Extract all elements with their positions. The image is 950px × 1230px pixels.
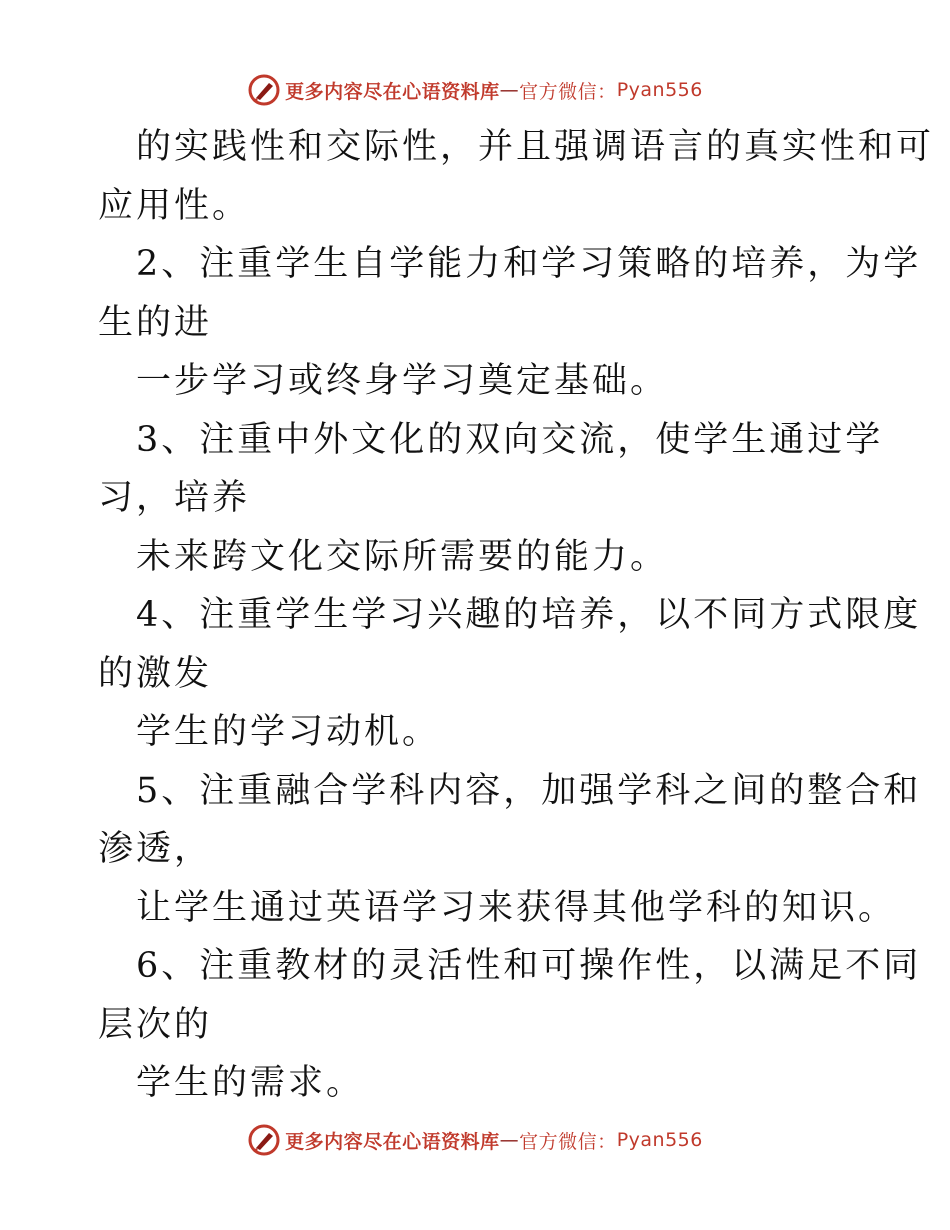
pen-logo-icon (247, 1123, 281, 1157)
body-text-line: 6、注重教材的灵活性和可操作性，以满足不同 (136, 946, 922, 986)
body-text-line: 未来跨文化交际所需要的能力。 (136, 536, 669, 577)
body-text-line: 层次的 (98, 1004, 213, 1045)
banner-wechat-label: 官方微信： (519, 1130, 617, 1153)
header-banner (0, 70, 950, 110)
body-text-line: 4、注重学生学习兴趣的培养，以不同方式限度 (136, 595, 922, 635)
body-text-line: 学生的学习动机。 (136, 712, 441, 752)
banner-wechat-id: Pyan556 (616, 79, 703, 101)
body-text-line: 习，培养 (98, 478, 251, 518)
pen-logo-icon (247, 73, 281, 107)
banner-dash: — (499, 79, 520, 101)
body-text-line: 学生的需求。 (136, 1063, 365, 1103)
body-text-line: 2、注重学生自学能力和学习策略的培养，为学 (136, 244, 922, 284)
body-text-line: 5、注重融合学科内容，加强学科之间的整合和 (136, 770, 922, 811)
banner-text: 更多内容尽在心语资料库 (285, 80, 500, 103)
banner-wechat-id: Pyan556 (616, 1129, 703, 1151)
body-text-line: 生的进 (98, 302, 213, 343)
banner-text: 更多内容尽在心语资料库 (285, 1130, 500, 1153)
body-text-line: 渗透， (98, 829, 213, 869)
body-text-line: 的实践性和交际性，并且强调语言的真实性和可 (136, 127, 935, 167)
body-text-line: 的激发 (98, 653, 213, 694)
body-text-line: 让学生通过英语学习来获得其他学科的知识。 (136, 887, 897, 928)
banner-wechat-label: 官方微信： (519, 80, 617, 103)
footer-banner (0, 1120, 950, 1160)
body-text-line: 3、注重中外文化的双向交流，使学生通过学 (136, 419, 884, 460)
body-text-line: 应用性。 (98, 185, 251, 226)
body-text-line: 一步学习或终身学习奠定基础。 (136, 361, 669, 401)
document-body (98, 118, 935, 1113)
banner-dash: — (499, 1129, 520, 1151)
